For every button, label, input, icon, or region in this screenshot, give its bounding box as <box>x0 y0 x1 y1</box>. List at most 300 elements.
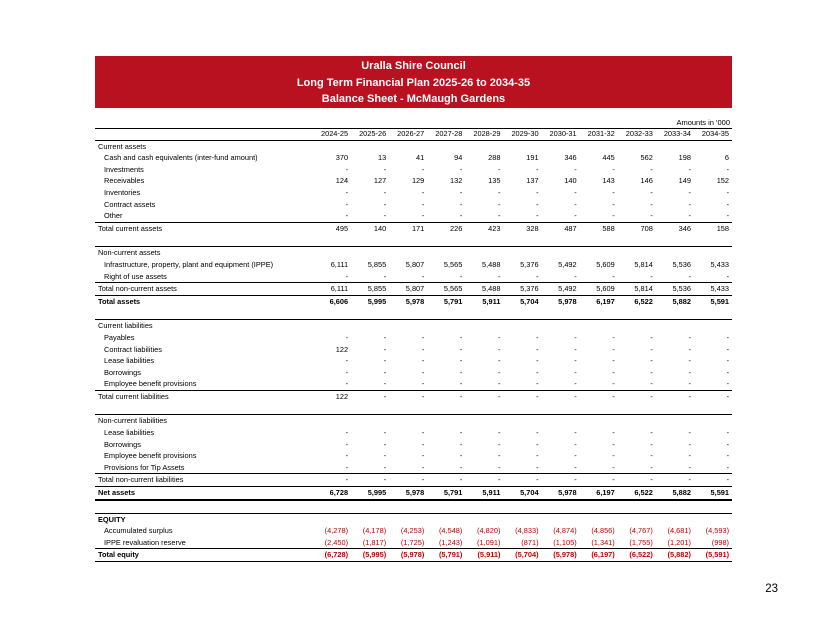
cell-value: 5,591 <box>694 295 732 307</box>
table-row <box>95 367 732 379</box>
cell-value <box>542 140 580 152</box>
label-header <box>95 128 313 140</box>
row-label: IPPE revaluation reserve <box>104 537 186 547</box>
cell-value: 6,522 <box>618 295 656 307</box>
row-label: Infrastructure, property, plant and equipment (IPPE) <box>104 259 274 269</box>
cell-value: 370 <box>335 153 349 163</box>
cell-value: - <box>389 474 427 487</box>
year-header: 2026-27 <box>389 128 427 140</box>
cell-value: - <box>612 332 615 342</box>
table-row <box>95 320 732 332</box>
row-label: Net assets <box>95 487 313 500</box>
cell-value: 346 <box>656 222 694 234</box>
cell-value: - <box>688 199 691 209</box>
cell-value: - <box>726 211 730 221</box>
cell-value: - <box>498 164 501 174</box>
cell-value: - <box>536 462 539 472</box>
cell-value: - <box>688 451 691 461</box>
cell-value: - <box>459 344 463 354</box>
cell-value: - <box>498 187 501 197</box>
cell-value: - <box>536 187 539 197</box>
cell-value <box>427 513 465 525</box>
cell-value: - <box>498 199 501 209</box>
cell-value: - <box>726 187 730 197</box>
cell-value: - <box>536 332 539 342</box>
cell-value: - <box>313 474 351 487</box>
cell-value <box>542 247 580 259</box>
table-row <box>95 525 732 537</box>
cell-value: - <box>612 164 615 174</box>
cell-value: - <box>726 332 730 342</box>
year-header: 2028-29 <box>465 128 503 140</box>
cell-value: - <box>650 332 653 342</box>
cell-value: - <box>536 164 539 174</box>
cell-value: - <box>498 439 501 449</box>
cell-value <box>580 140 618 152</box>
cell-value <box>313 247 351 259</box>
cell-value: - <box>726 439 730 449</box>
cell-value: - <box>656 474 694 487</box>
cell-value <box>389 247 427 259</box>
cell-value: - <box>536 379 539 389</box>
cell-value <box>351 415 389 427</box>
table-row <box>95 378 732 390</box>
cell-value: 6,197 <box>580 295 618 307</box>
cell-value <box>618 247 656 259</box>
cell-value: 5,911 <box>465 487 503 500</box>
table-row <box>95 175 732 187</box>
cell-value <box>618 415 656 427</box>
cell-value: - <box>574 428 577 438</box>
cell-value: (1,817) <box>362 537 387 547</box>
row-label: Accumulated surplus <box>104 526 173 536</box>
cell-value <box>503 320 541 332</box>
cell-value: - <box>498 271 501 281</box>
row-label: Non-current assets <box>95 247 313 259</box>
cell-value <box>427 415 465 427</box>
cell-value: - <box>383 199 387 209</box>
cell-value: 423 <box>465 222 503 234</box>
row-label: Receivables <box>104 176 145 186</box>
cell-value: (5,911) <box>465 549 503 562</box>
cell-value: - <box>383 379 387 389</box>
table-row <box>95 474 732 487</box>
row-label: Current liabilities <box>95 320 313 332</box>
cell-value: - <box>459 199 463 209</box>
cell-value: 5,536 <box>656 283 694 296</box>
row-label: Borrowings <box>104 367 141 377</box>
cell-value: - <box>726 367 730 377</box>
cell-value <box>580 247 618 259</box>
cell-value: 495 <box>313 222 351 234</box>
table-row <box>95 295 732 307</box>
year-header: 2029-30 <box>503 128 541 140</box>
cell-value <box>694 140 732 152</box>
cell-value: - <box>421 379 425 389</box>
cell-value: 41 <box>416 153 425 163</box>
cell-value: (6,197) <box>580 549 618 562</box>
row-label: Current assets <box>98 141 147 151</box>
cell-value: - <box>650 187 653 197</box>
cell-value: - <box>694 474 732 487</box>
cell-value: 5,807 <box>405 259 425 269</box>
cell-value: (5,978) <box>542 549 580 562</box>
cell-value <box>313 415 351 427</box>
cell-value <box>313 140 351 152</box>
cell-value: - <box>459 187 463 197</box>
cell-value: - <box>465 474 503 487</box>
cell-value <box>618 140 656 152</box>
cell-value: 5,591 <box>694 487 732 500</box>
cell-value: - <box>383 332 387 342</box>
row-label: Cash and cash equivalents (inter-fund amount) <box>104 153 258 163</box>
row-label: Non-current liabilities <box>95 415 313 427</box>
cell-value <box>389 415 427 427</box>
cell-value: 140 <box>564 176 577 186</box>
cell-value: - <box>612 462 615 472</box>
cell-value: - <box>612 428 615 438</box>
cell-value: - <box>345 187 349 197</box>
cell-value: - <box>650 367 653 377</box>
cell-value <box>503 513 541 525</box>
cell-value: - <box>726 356 730 366</box>
cell-value: - <box>427 390 465 402</box>
cell-value: 122 <box>335 344 349 354</box>
cell-value: (4,833) <box>515 526 539 536</box>
cell-value: 5,492 <box>558 259 577 269</box>
cell-value: 346 <box>564 153 577 163</box>
cell-value: (1,755) <box>629 537 653 547</box>
cell-value: (5,704) <box>503 549 541 562</box>
table-row <box>95 537 732 549</box>
cell-value <box>694 247 732 259</box>
year-header: 2034-35 <box>694 128 732 140</box>
cell-value: 6 <box>724 153 730 163</box>
cell-value: - <box>421 367 425 377</box>
cell-value: 445 <box>602 153 615 163</box>
cell-value: 487 <box>542 222 580 234</box>
cell-value: (1,725) <box>400 537 425 547</box>
cell-value: (871) <box>521 537 539 547</box>
table-row <box>95 283 732 296</box>
cell-value: - <box>574 356 577 366</box>
cell-value <box>389 140 427 152</box>
cell-value: - <box>498 428 501 438</box>
spacer-row <box>95 402 732 415</box>
cell-value: - <box>726 462 730 472</box>
cell-value: 5,704 <box>503 487 541 500</box>
cell-value: - <box>498 211 501 221</box>
cell-value <box>351 140 389 152</box>
cell-value: - <box>498 344 501 354</box>
cell-value <box>618 513 656 525</box>
cell-value: - <box>612 211 615 221</box>
cell-value <box>465 140 503 152</box>
cell-value <box>694 320 732 332</box>
cell-value: - <box>383 451 387 461</box>
cell-value: - <box>345 367 349 377</box>
cell-value: - <box>536 367 539 377</box>
cell-value: (1,201) <box>667 537 691 547</box>
cell-value: 5,995 <box>351 487 389 500</box>
cell-value: - <box>574 332 577 342</box>
row-label: Lease liabilities <box>104 428 155 438</box>
cell-value: - <box>421 439 425 449</box>
cell-value: 328 <box>503 222 541 234</box>
cell-value: - <box>351 390 389 402</box>
table-row <box>95 140 732 152</box>
cell-value: - <box>503 474 541 487</box>
cell-value: - <box>726 379 730 389</box>
cell-value: 5,855 <box>367 259 387 269</box>
row-label: Total current liabilities <box>95 390 313 402</box>
cell-value: 5,376 <box>520 259 539 269</box>
units-note: Amounts in '000 <box>676 118 730 127</box>
cell-value: (4,820) <box>477 526 501 536</box>
cell-value: - <box>612 451 615 461</box>
cell-value: - <box>459 356 463 366</box>
cell-value: - <box>650 164 653 174</box>
cell-value: - <box>421 344 425 354</box>
row-label: Inventories <box>104 187 141 197</box>
table-row <box>95 450 732 462</box>
cell-value: 5,565 <box>443 259 463 269</box>
row-label: Lease liabilities <box>104 356 155 366</box>
cell-value: - <box>650 428 653 438</box>
cell-value: 5,978 <box>389 487 427 500</box>
cell-value: - <box>574 187 577 197</box>
cell-value: (4,767) <box>629 526 653 536</box>
cell-value: 135 <box>488 176 501 186</box>
cell-value: 5,807 <box>389 283 427 296</box>
table-row <box>95 222 732 234</box>
cell-value <box>465 415 503 427</box>
cell-value: - <box>421 187 425 197</box>
table-row <box>95 210 732 222</box>
cell-value: - <box>498 356 501 366</box>
cell-value: - <box>542 474 580 487</box>
cell-value: - <box>459 439 463 449</box>
cell-value: - <box>618 474 656 487</box>
cell-value: 124 <box>335 176 349 186</box>
cell-value: 708 <box>618 222 656 234</box>
cell-value: - <box>574 367 577 377</box>
cell-value: - <box>383 356 387 366</box>
cell-value: - <box>498 451 501 461</box>
cell-value: 5,565 <box>427 283 465 296</box>
cell-value: - <box>650 439 653 449</box>
table-row <box>95 187 732 199</box>
cell-value: - <box>650 199 653 209</box>
cell-value <box>313 320 351 332</box>
year-header: 2030-31 <box>542 128 580 140</box>
cell-value: - <box>427 474 465 487</box>
cell-value: - <box>536 451 539 461</box>
cell-value <box>503 140 541 152</box>
cell-value <box>389 320 427 332</box>
table-row <box>95 199 732 211</box>
cell-value <box>427 140 465 152</box>
cell-value: 5,882 <box>656 295 694 307</box>
cell-value: 152 <box>716 176 730 186</box>
cell-value: - <box>656 390 694 402</box>
cell-value: 143 <box>602 176 615 186</box>
cell-value: - <box>688 187 691 197</box>
spacer-row <box>95 234 732 247</box>
cell-value: - <box>345 462 349 472</box>
row-label: Total non-current liabilities <box>95 474 313 487</box>
cell-value: 5,492 <box>542 283 580 296</box>
table-row <box>95 427 732 439</box>
cell-value: 5,911 <box>465 295 503 307</box>
cell-value: - <box>688 367 691 377</box>
cell-value: - <box>536 428 539 438</box>
cell-value: 149 <box>678 176 691 186</box>
plan-title: Long Term Financial Plan 2025-26 to 2034-35 <box>296 76 531 89</box>
cell-value: - <box>650 344 653 354</box>
cell-value: 562 <box>640 153 653 163</box>
cell-value: 5,978 <box>542 487 580 500</box>
cell-value: - <box>459 462 463 472</box>
cell-value: - <box>345 379 349 389</box>
cell-value: 6,197 <box>580 487 618 500</box>
cell-value <box>542 513 580 525</box>
cell-value: (1,091) <box>477 537 501 547</box>
cell-value: - <box>503 390 541 402</box>
table-row <box>95 271 732 283</box>
table-row <box>95 259 732 271</box>
table-row <box>95 513 732 525</box>
cell-value: (4,681) <box>667 526 691 536</box>
cell-value: - <box>383 367 387 377</box>
year-header: 2024-25 <box>313 128 351 140</box>
cell-value: - <box>688 439 691 449</box>
cell-value <box>503 247 541 259</box>
cell-value <box>351 247 389 259</box>
cell-value: - <box>688 462 691 472</box>
table-row <box>95 390 732 402</box>
cell-value: - <box>536 344 539 354</box>
table-row <box>95 344 732 356</box>
cell-value <box>656 247 694 259</box>
cell-value: - <box>580 474 618 487</box>
cell-value <box>580 415 618 427</box>
cell-value <box>389 513 427 525</box>
page-number: 23 <box>765 583 778 595</box>
cell-value: 132 <box>450 176 463 186</box>
cell-value <box>656 415 694 427</box>
cell-value: - <box>459 332 463 342</box>
cell-value: 94 <box>454 153 463 163</box>
year-header: 2032-33 <box>618 128 656 140</box>
report-title-banner <box>95 56 732 108</box>
cell-value: - <box>383 439 387 449</box>
year-header: 2031-32 <box>580 128 618 140</box>
cell-value: - <box>612 439 615 449</box>
cell-value: - <box>498 332 501 342</box>
cell-value: - <box>574 439 577 449</box>
cell-value: (4,253) <box>400 526 425 536</box>
cell-value: - <box>650 271 653 281</box>
cell-value: (5,978) <box>389 549 427 562</box>
cell-value: (1,341) <box>591 537 615 547</box>
cell-value: 5,433 <box>710 259 730 269</box>
cell-value: (998) <box>711 537 730 547</box>
cell-value: - <box>574 379 577 389</box>
cell-value: 5,855 <box>351 283 389 296</box>
cell-value: - <box>345 271 349 281</box>
row-label: Provisions for Tip Assets <box>104 462 185 472</box>
row-label: Other <box>104 211 123 221</box>
cell-value: - <box>688 271 691 281</box>
table-row <box>95 462 732 474</box>
cell-value: - <box>351 474 389 487</box>
cell-value: - <box>650 451 653 461</box>
cell-value: - <box>650 462 653 472</box>
year-header: 2027-28 <box>427 128 465 140</box>
cell-value: - <box>498 367 501 377</box>
row-label: Total assets <box>95 295 313 307</box>
cell-value: (1,243) <box>438 537 463 547</box>
cell-value: - <box>612 356 615 366</box>
cell-value: - <box>389 390 427 402</box>
cell-value: - <box>465 390 503 402</box>
cell-value: 5,814 <box>618 283 656 296</box>
cell-value: 5,488 <box>465 283 503 296</box>
cell-value: 5,814 <box>634 259 653 269</box>
cell-value: - <box>542 390 580 402</box>
cell-value: - <box>345 439 349 449</box>
row-label: Contract assets <box>104 199 156 209</box>
cell-value <box>465 320 503 332</box>
cell-value: - <box>650 211 653 221</box>
cell-value: 129 <box>411 176 425 186</box>
cell-value <box>503 415 541 427</box>
cell-value: 198 <box>678 153 691 163</box>
balance-sheet-table <box>95 128 732 562</box>
cell-value: - <box>612 379 615 389</box>
cell-value: - <box>421 332 425 342</box>
cell-value: - <box>574 211 577 221</box>
cell-value: (5,882) <box>656 549 694 562</box>
cell-value: - <box>536 439 539 449</box>
cell-value: - <box>345 199 349 209</box>
cell-value: 122 <box>313 390 351 402</box>
row-label: Contract liabilities <box>104 344 162 354</box>
row-label: Investments <box>104 164 144 174</box>
cell-value: - <box>726 344 730 354</box>
cell-value <box>656 513 694 525</box>
year-header: 2025-26 <box>351 128 389 140</box>
cell-value: 288 <box>488 153 501 163</box>
cell-value <box>694 513 732 525</box>
cell-value: 6,111 <box>313 283 351 296</box>
cell-value <box>427 247 465 259</box>
table-row <box>95 487 732 500</box>
cell-value: 146 <box>640 176 653 186</box>
cell-value <box>656 140 694 152</box>
cell-value: - <box>574 462 577 472</box>
cell-value <box>694 415 732 427</box>
cell-value: - <box>498 462 501 472</box>
cell-value: - <box>574 199 577 209</box>
year-header-row <box>95 128 732 140</box>
cell-value: 5,791 <box>427 487 465 500</box>
cell-value: (6,522) <box>618 549 656 562</box>
row-label: Total equity <box>95 549 313 562</box>
cell-value: (1,105) <box>553 537 577 547</box>
cell-value: 5,433 <box>694 283 732 296</box>
